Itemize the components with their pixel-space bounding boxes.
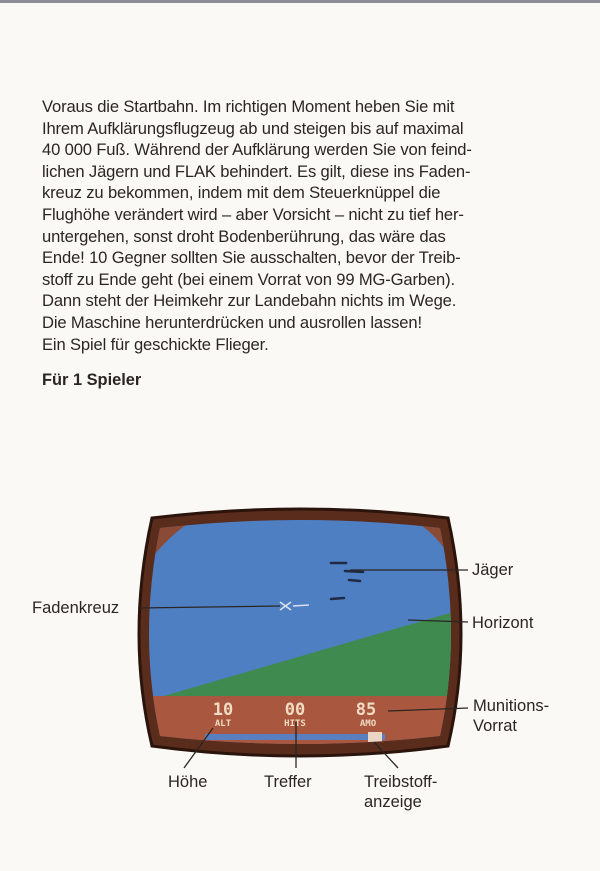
label-munition-line1: Munitions- <box>473 697 550 715</box>
description-line: lichen Jägern und FLAK behindert. Es gilt, diese ins Faden- <box>42 161 471 181</box>
description-line: Ihrem Aufklärungsflugzeug ab und steigen bis auf maximal <box>42 118 464 138</box>
hud-hits-label: HITS <box>284 719 306 729</box>
game-screen-figure <box>0 500 600 830</box>
label-fadenkreuz: Fadenkreuz <box>32 599 120 617</box>
description-line: kreuz zu bekommen, indem mit dem Steuerknüppel die <box>42 183 441 203</box>
description-line: Dann steht der Heimkehr zur Landebahn nichts im Wege. <box>42 291 457 311</box>
description-line: untergehen, sonst droht Bodenberührung, das wäre das <box>42 226 446 246</box>
top-rule <box>0 0 600 3</box>
label-treibstoff-line2: anzeige <box>364 793 422 811</box>
description-line: Ein Spiel für geschickte Flieger. <box>42 334 269 354</box>
description-line: stoff zu Ende geht (bei einem Vorrat von 99 MG-Garben). <box>42 269 455 289</box>
description-line: Flughöhe verändert wird – aber Vorsicht – nicht zu tief her- <box>42 204 464 224</box>
player-count: Für 1 Spieler <box>42 371 142 389</box>
description-line: Ende! 10 Gegner sollten Sie ausschalten, bevor der Treib- <box>42 248 461 268</box>
description-line: Voraus die Startbahn. Im richtigen Moment heben Sie mit <box>42 97 455 116</box>
description-line: Die Maschine herunterdrücken und ausrollen lassen! <box>42 312 422 332</box>
label-hoehe: Höhe <box>168 773 208 791</box>
hud-ammo-label: AMO <box>359 719 377 729</box>
label-treffer: Treffer <box>264 773 312 791</box>
label-munition-line2: Vorrat <box>473 717 518 735</box>
label-munition <box>473 696 549 736</box>
hud-altitude-label: ALT <box>214 719 232 729</box>
hud-hits-value: 00 <box>284 700 306 720</box>
label-treibstoff-line1: Treibstoff- <box>364 773 438 791</box>
fuel-bar-track <box>205 734 385 740</box>
label-jaeger: Jäger <box>472 561 514 579</box>
hud-altitude-value: 10 <box>212 700 234 720</box>
description-line: 40 000 Fuß. Während der Aufklärung werden Sie von feind- <box>42 140 472 160</box>
label-treibstoff <box>364 772 437 812</box>
label-horizont: Horizont <box>472 614 534 632</box>
fuel-marker <box>368 732 382 742</box>
description-text <box>42 96 582 355</box>
hud-ammo-value: 85 <box>355 700 377 720</box>
